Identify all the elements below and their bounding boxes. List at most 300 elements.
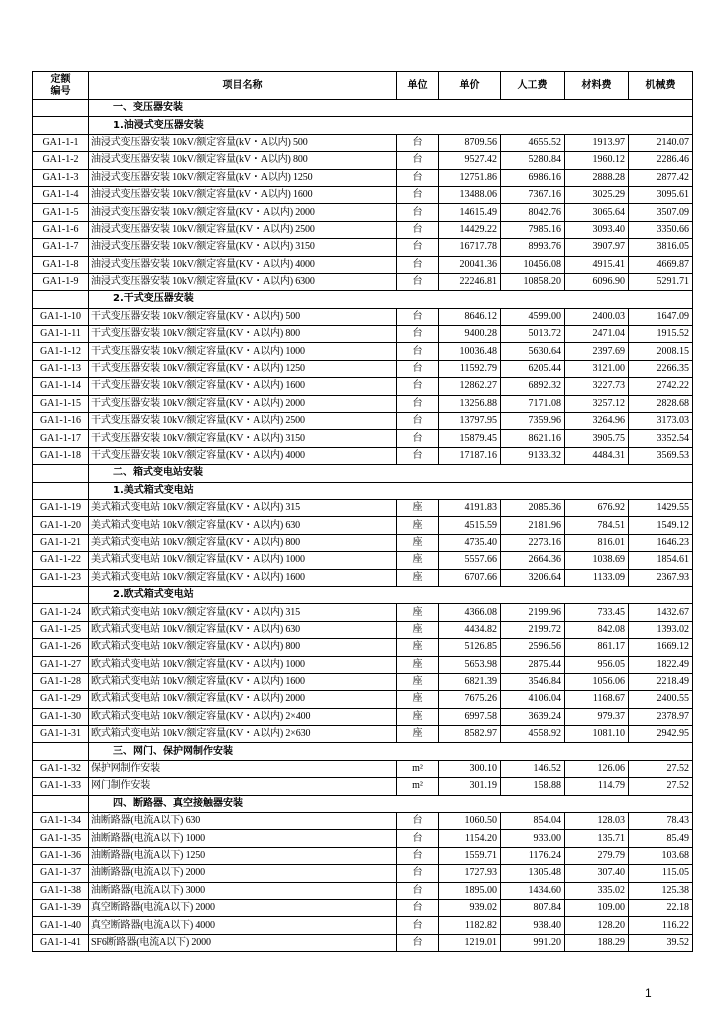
cell-labor: 9133.32 — [501, 447, 565, 464]
cell-unit: 台 — [397, 865, 439, 882]
cell-price: 4735.40 — [439, 534, 501, 551]
table-body — [33, 100, 693, 952]
cell-machine: 2378.97 — [629, 708, 693, 725]
cell-machine: 22.18 — [629, 899, 693, 916]
cell-code: GA1-1-9 — [33, 273, 89, 290]
section-row — [33, 795, 693, 812]
cell-unit: 台 — [397, 882, 439, 899]
cell-name: 网门制作安装 — [89, 778, 397, 795]
table-row — [33, 813, 693, 830]
cell-price: 6707.66 — [439, 569, 501, 586]
table-row — [33, 621, 693, 638]
cell-material: 2471.04 — [565, 326, 629, 343]
cell-price: 12862.27 — [439, 378, 501, 395]
cell-name: 油浸式变压器安装 10kV/额定容量(kV・A以内) 1250 — [89, 169, 397, 186]
cell-code: GA1-1-33 — [33, 778, 89, 795]
cell-machine: 85.49 — [629, 830, 693, 847]
cell-labor: 7367.16 — [501, 186, 565, 203]
cell-material: 279.79 — [565, 847, 629, 864]
cell-labor: 2199.72 — [501, 621, 565, 638]
cell-labor: 8042.76 — [501, 204, 565, 221]
header-material: 材料费 — [565, 72, 629, 100]
cell-name: 欧式箱式变电站 10kV/额定容量(KV・A以内) 800 — [89, 639, 397, 656]
cell-labor: 6205.44 — [501, 360, 565, 377]
cell-machine: 27.52 — [629, 778, 693, 795]
table-header-row — [33, 72, 693, 100]
cell-code: GA1-1-39 — [33, 899, 89, 916]
cell-unit: 台 — [397, 917, 439, 934]
cell-name: 油浸式变压器安装 10kV/额定容量(kV・A以内) 1600 — [89, 186, 397, 203]
cell-labor: 2085.36 — [501, 499, 565, 516]
cell-machine: 27.52 — [629, 760, 693, 777]
cell-code: GA1-1-40 — [33, 917, 89, 934]
cell-code: GA1-1-2 — [33, 152, 89, 169]
table-row — [33, 656, 693, 673]
cell-machine: 1822.49 — [629, 656, 693, 673]
cell-machine: 2140.07 — [629, 134, 693, 151]
cell-name: 美式箱式变电站 10kV/额定容量(KV・A以内) 630 — [89, 517, 397, 534]
cell-code: GA1-1-13 — [33, 360, 89, 377]
table-row — [33, 934, 693, 951]
cell-price: 5126.85 — [439, 639, 501, 656]
cell-labor: 4599.00 — [501, 308, 565, 325]
cell-machine: 2877.42 — [629, 169, 693, 186]
cell-material: 979.37 — [565, 708, 629, 725]
header-machine: 机械费 — [629, 72, 693, 100]
section-title: 二、箱式变电站安装 — [89, 465, 693, 482]
cell-material: 1913.97 — [565, 134, 629, 151]
cell-name: 油浸式变压器安装 10kV/额定容量(KV・A以内) 3150 — [89, 239, 397, 256]
cell-unit: 台 — [397, 447, 439, 464]
cell-machine: 3350.66 — [629, 221, 693, 238]
cell-code: GA1-1-18 — [33, 447, 89, 464]
header-price: 单价 — [439, 72, 501, 100]
cell-unit: 座 — [397, 639, 439, 656]
cell-material: 2397.69 — [565, 343, 629, 360]
cell-price: 301.19 — [439, 778, 501, 795]
table-row — [33, 413, 693, 430]
cell-labor: 8993.76 — [501, 239, 565, 256]
table-row — [33, 691, 693, 708]
cell-name: 欧式箱式变电站 10kV/额定容量(KV・A以内) 1000 — [89, 656, 397, 673]
cell-unit: 座 — [397, 552, 439, 569]
cell-labor: 2596.56 — [501, 639, 565, 656]
cell-code: GA1-1-5 — [33, 204, 89, 221]
header-code: 定额 编号 — [33, 72, 89, 100]
cell-material: 114.79 — [565, 778, 629, 795]
cell-price: 9527.42 — [439, 152, 501, 169]
cell-name: 油浸式变压器安装 10kV/额定容量(kV・A以内) 500 — [89, 134, 397, 151]
cell-price: 7675.26 — [439, 691, 501, 708]
cell-unit: 台 — [397, 899, 439, 916]
cell-labor: 3639.24 — [501, 708, 565, 725]
cell-labor: 807.84 — [501, 899, 565, 916]
cell-code: GA1-1-10 — [33, 308, 89, 325]
section-code-cell — [33, 743, 89, 760]
cell-name: 美式箱式变电站 10kV/额定容量(KV・A以内) 315 — [89, 499, 397, 516]
cell-price: 22246.81 — [439, 273, 501, 290]
cell-material: 307.40 — [565, 865, 629, 882]
cell-unit: 座 — [397, 499, 439, 516]
section-title: 1.油浸式变压器安装 — [89, 117, 693, 134]
cell-material: 109.00 — [565, 899, 629, 916]
cell-price: 6997.58 — [439, 708, 501, 725]
cell-unit: 座 — [397, 726, 439, 743]
section-row — [33, 586, 693, 603]
cell-price: 1182.82 — [439, 917, 501, 934]
cell-labor: 7171.08 — [501, 395, 565, 412]
table-row — [33, 134, 693, 151]
section-row — [33, 291, 693, 308]
cell-machine: 1854.61 — [629, 552, 693, 569]
cell-unit: 座 — [397, 691, 439, 708]
section-title: 2.干式变压器安装 — [89, 291, 693, 308]
cell-labor: 7359.96 — [501, 413, 565, 430]
table-row — [33, 343, 693, 360]
cell-labor: 854.04 — [501, 813, 565, 830]
cell-unit: 台 — [397, 273, 439, 290]
table-row — [33, 256, 693, 273]
cell-labor: 5280.84 — [501, 152, 565, 169]
cell-price: 11592.79 — [439, 360, 501, 377]
cell-code: GA1-1-24 — [33, 604, 89, 621]
cell-name: 真空断路器(电流A以下) 2000 — [89, 899, 397, 916]
cell-labor: 4558.92 — [501, 726, 565, 743]
cell-name: 油浸式变压器安装 10kV/额定容量(KV・A以内) 2500 — [89, 221, 397, 238]
cell-unit: 台 — [397, 360, 439, 377]
section-row — [33, 465, 693, 482]
cell-price: 14615.49 — [439, 204, 501, 221]
header-name: 项目名称 — [89, 72, 397, 100]
section-title: 三、网门、保护网制作安装 — [89, 743, 693, 760]
cell-machine: 5291.71 — [629, 273, 693, 290]
cell-unit: 座 — [397, 673, 439, 690]
cell-labor: 2181.96 — [501, 517, 565, 534]
cell-price: 5557.66 — [439, 552, 501, 569]
cell-labor: 1434.60 — [501, 882, 565, 899]
cell-material: 1056.06 — [565, 673, 629, 690]
cell-name: 欧式箱式变电站 10kV/额定容量(KV・A以内) 630 — [89, 621, 397, 638]
cell-name: 欧式箱式变电站 10kV/额定容量(KV・A以内) 2×630 — [89, 726, 397, 743]
cell-price: 1154.20 — [439, 830, 501, 847]
cell-unit: 台 — [397, 204, 439, 221]
cell-price: 1727.93 — [439, 865, 501, 882]
cell-material: 1133.09 — [565, 569, 629, 586]
cell-name: 油浸式变压器安装 10kV/额定容量(kV・A以内) 800 — [89, 152, 397, 169]
cell-price: 4434.82 — [439, 621, 501, 638]
cell-unit: 台 — [397, 343, 439, 360]
cell-code: GA1-1-20 — [33, 517, 89, 534]
cell-code: GA1-1-28 — [33, 673, 89, 690]
cell-labor: 2273.16 — [501, 534, 565, 551]
cell-price: 1219.01 — [439, 934, 501, 951]
cell-unit: 台 — [397, 134, 439, 151]
cell-labor: 8621.16 — [501, 430, 565, 447]
cell-name: 干式变压器安装 10kV/额定容量(KV・A以内) 4000 — [89, 447, 397, 464]
cell-code: GA1-1-8 — [33, 256, 89, 273]
cell-code: GA1-1-31 — [33, 726, 89, 743]
cell-unit: 座 — [397, 708, 439, 725]
cell-name: 油断路器(电流A以下) 3000 — [89, 882, 397, 899]
cell-material: 3121.00 — [565, 360, 629, 377]
cell-unit: 台 — [397, 395, 439, 412]
cell-material: 128.20 — [565, 917, 629, 934]
cell-name: 油断路器(电流A以下) 1000 — [89, 830, 397, 847]
cell-machine: 1393.02 — [629, 621, 693, 638]
cell-machine: 2218.49 — [629, 673, 693, 690]
cell-price: 13797.95 — [439, 413, 501, 430]
cell-code: GA1-1-26 — [33, 639, 89, 656]
cell-name: 干式变压器安装 10kV/额定容量(KV・A以内) 3150 — [89, 430, 397, 447]
cell-material: 3065.64 — [565, 204, 629, 221]
cell-name: 油浸式变压器安装 10kV/额定容量(KV・A以内) 4000 — [89, 256, 397, 273]
cell-name: 保护网制作安装 — [89, 760, 397, 777]
cell-price: 1895.00 — [439, 882, 501, 899]
cell-machine: 3507.09 — [629, 204, 693, 221]
cell-price: 15879.45 — [439, 430, 501, 447]
cell-name: 油浸式变压器安装 10kV/额定容量(KV・A以内) 2000 — [89, 204, 397, 221]
cell-code: GA1-1-16 — [33, 413, 89, 430]
cell-price: 5653.98 — [439, 656, 501, 673]
quota-table — [32, 71, 693, 952]
cell-unit: 座 — [397, 604, 439, 621]
cell-price: 16717.78 — [439, 239, 501, 256]
cell-price: 13488.06 — [439, 186, 501, 203]
cell-name: 干式变压器安装 10kV/额定容量(KV・A以内) 800 — [89, 326, 397, 343]
cell-code: GA1-1-7 — [33, 239, 89, 256]
table-row — [33, 517, 693, 534]
cell-machine: 2286.46 — [629, 152, 693, 169]
cell-machine: 4669.87 — [629, 256, 693, 273]
cell-material: 861.17 — [565, 639, 629, 656]
cell-labor: 991.20 — [501, 934, 565, 951]
cell-name: 干式变压器安装 10kV/额定容量(KV・A以内) 1600 — [89, 378, 397, 395]
cell-labor: 2664.36 — [501, 552, 565, 569]
cell-code: GA1-1-6 — [33, 221, 89, 238]
cell-price: 4366.08 — [439, 604, 501, 621]
table-row — [33, 917, 693, 934]
cell-labor: 158.88 — [501, 778, 565, 795]
cell-unit: 座 — [397, 656, 439, 673]
section-title: 2.欧式箱式变电站 — [89, 586, 693, 603]
cell-machine: 115.05 — [629, 865, 693, 882]
cell-name: 欧式箱式变电站 10kV/额定容量(KV・A以内) 2×400 — [89, 708, 397, 725]
cell-labor: 4106.04 — [501, 691, 565, 708]
cell-price: 8709.56 — [439, 134, 501, 151]
cell-unit: 台 — [397, 326, 439, 343]
cell-code: GA1-1-34 — [33, 813, 89, 830]
cell-labor: 10456.08 — [501, 256, 565, 273]
cell-material: 1168.67 — [565, 691, 629, 708]
cell-material: 784.51 — [565, 517, 629, 534]
cell-code: GA1-1-12 — [33, 343, 89, 360]
table-row — [33, 639, 693, 656]
section-title: 四、断路器、真空接触器安装 — [89, 795, 693, 812]
cell-labor: 938.40 — [501, 917, 565, 934]
cell-material: 2888.28 — [565, 169, 629, 186]
cell-unit: 台 — [397, 847, 439, 864]
cell-name: 欧式箱式变电站 10kV/额定容量(KV・A以内) 315 — [89, 604, 397, 621]
cell-code: GA1-1-37 — [33, 865, 89, 882]
cell-code: GA1-1-1 — [33, 134, 89, 151]
cell-labor: 1305.48 — [501, 865, 565, 882]
cell-unit: m² — [397, 778, 439, 795]
cell-labor: 146.52 — [501, 760, 565, 777]
cell-machine: 125.38 — [629, 882, 693, 899]
cell-machine: 2400.55 — [629, 691, 693, 708]
cell-unit: 台 — [397, 152, 439, 169]
cell-machine: 3352.54 — [629, 430, 693, 447]
cell-code: GA1-1-32 — [33, 760, 89, 777]
cell-price: 1060.50 — [439, 813, 501, 830]
cell-machine: 2008.15 — [629, 343, 693, 360]
cell-name: 油断路器(电流A以下) 1250 — [89, 847, 397, 864]
table-row — [33, 447, 693, 464]
cell-price: 4515.59 — [439, 517, 501, 534]
cell-unit: 台 — [397, 221, 439, 238]
table-row — [33, 204, 693, 221]
cell-name: 油浸式变压器安装 10kV/额定容量(KV・A以内) 6300 — [89, 273, 397, 290]
table-row — [33, 186, 693, 203]
table-row — [33, 726, 693, 743]
cell-code: GA1-1-17 — [33, 430, 89, 447]
table-row — [33, 273, 693, 290]
cell-material: 3264.96 — [565, 413, 629, 430]
cell-material: 1081.10 — [565, 726, 629, 743]
cell-machine: 1647.09 — [629, 308, 693, 325]
section-code-cell — [33, 586, 89, 603]
cell-price: 9400.28 — [439, 326, 501, 343]
section-row — [33, 743, 693, 760]
cell-name: 美式箱式变电站 10kV/额定容量(KV・A以内) 1000 — [89, 552, 397, 569]
cell-code: GA1-1-29 — [33, 691, 89, 708]
section-code-cell — [33, 482, 89, 499]
cell-price: 300.10 — [439, 760, 501, 777]
table-row — [33, 604, 693, 621]
cell-unit: 座 — [397, 517, 439, 534]
cell-machine: 2742.22 — [629, 378, 693, 395]
section-row — [33, 482, 693, 499]
section-title: 1.美式箱式变电站 — [89, 482, 693, 499]
cell-price: 939.02 — [439, 899, 501, 916]
cell-material: 126.06 — [565, 760, 629, 777]
table-row — [33, 326, 693, 343]
cell-machine: 103.68 — [629, 847, 693, 864]
cell-machine: 3095.61 — [629, 186, 693, 203]
cell-labor: 2875.44 — [501, 656, 565, 673]
cell-unit: 台 — [397, 186, 439, 203]
table-row — [33, 395, 693, 412]
table-row — [33, 760, 693, 777]
table-row — [33, 308, 693, 325]
cell-code: GA1-1-3 — [33, 169, 89, 186]
cell-price: 8582.97 — [439, 726, 501, 743]
cell-code: GA1-1-4 — [33, 186, 89, 203]
cell-unit: 座 — [397, 534, 439, 551]
cell-unit: 台 — [397, 378, 439, 395]
cell-name: 干式变压器安装 10kV/额定容量(KV・A以内) 1000 — [89, 343, 397, 360]
cell-name: 油断路器(电流A以下) 630 — [89, 813, 397, 830]
cell-material: 4915.41 — [565, 256, 629, 273]
cell-price: 4191.83 — [439, 499, 501, 516]
cell-price: 6821.39 — [439, 673, 501, 690]
cell-material: 3227.73 — [565, 378, 629, 395]
header-labor: 人工费 — [501, 72, 565, 100]
table-row — [33, 430, 693, 447]
section-row — [33, 117, 693, 134]
cell-code: GA1-1-22 — [33, 552, 89, 569]
cell-labor: 3546.84 — [501, 673, 565, 690]
table-row — [33, 552, 693, 569]
cell-code: GA1-1-11 — [33, 326, 89, 343]
cell-code: GA1-1-35 — [33, 830, 89, 847]
table-row — [33, 673, 693, 690]
cell-name: 美式箱式变电站 10kV/额定容量(KV・A以内) 800 — [89, 534, 397, 551]
cell-machine: 1646.23 — [629, 534, 693, 551]
cell-price: 20041.36 — [439, 256, 501, 273]
table-row — [33, 534, 693, 551]
cell-unit: 座 — [397, 569, 439, 586]
cell-name: SF6断路器(电流A以下) 2000 — [89, 934, 397, 951]
table-row — [33, 830, 693, 847]
table-row — [33, 152, 693, 169]
cell-name: 欧式箱式变电站 10kV/额定容量(KV・A以内) 1600 — [89, 673, 397, 690]
table-row — [33, 899, 693, 916]
cell-machine: 2367.93 — [629, 569, 693, 586]
table-row — [33, 169, 693, 186]
table-row — [33, 239, 693, 256]
cell-price: 10036.48 — [439, 343, 501, 360]
table-row — [33, 499, 693, 516]
cell-price: 14429.22 — [439, 221, 501, 238]
cell-machine: 2266.35 — [629, 360, 693, 377]
cell-price: 8646.12 — [439, 308, 501, 325]
cell-price: 1559.71 — [439, 847, 501, 864]
cell-unit: 台 — [397, 413, 439, 430]
cell-code: GA1-1-15 — [33, 395, 89, 412]
table-row — [33, 708, 693, 725]
cell-machine: 3569.53 — [629, 447, 693, 464]
cell-name: 欧式箱式变电站 10kV/额定容量(KV・A以内) 2000 — [89, 691, 397, 708]
cell-name: 美式箱式变电站 10kV/额定容量(KV・A以内) 1600 — [89, 569, 397, 586]
section-code-cell — [33, 100, 89, 117]
cell-material: 4484.31 — [565, 447, 629, 464]
table-row — [33, 569, 693, 586]
cell-machine: 116.22 — [629, 917, 693, 934]
cell-labor: 5630.64 — [501, 343, 565, 360]
table-row — [33, 378, 693, 395]
cell-labor: 3206.64 — [501, 569, 565, 586]
cell-unit: 台 — [397, 256, 439, 273]
cell-price: 12751.86 — [439, 169, 501, 186]
cell-material: 1960.12 — [565, 152, 629, 169]
cell-machine: 78.43 — [629, 813, 693, 830]
table-row — [33, 865, 693, 882]
cell-material: 956.05 — [565, 656, 629, 673]
cell-code: GA1-1-36 — [33, 847, 89, 864]
cell-machine: 1432.67 — [629, 604, 693, 621]
cell-price: 13256.88 — [439, 395, 501, 412]
cell-name: 真空断路器(电流A以下) 4000 — [89, 917, 397, 934]
cell-code: GA1-1-14 — [33, 378, 89, 395]
cell-unit: 台 — [397, 430, 439, 447]
cell-name: 油断路器(电流A以下) 2000 — [89, 865, 397, 882]
cell-material: 3907.97 — [565, 239, 629, 256]
table-row — [33, 847, 693, 864]
cell-material: 6096.90 — [565, 273, 629, 290]
cell-unit: 台 — [397, 934, 439, 951]
section-code-cell — [33, 291, 89, 308]
